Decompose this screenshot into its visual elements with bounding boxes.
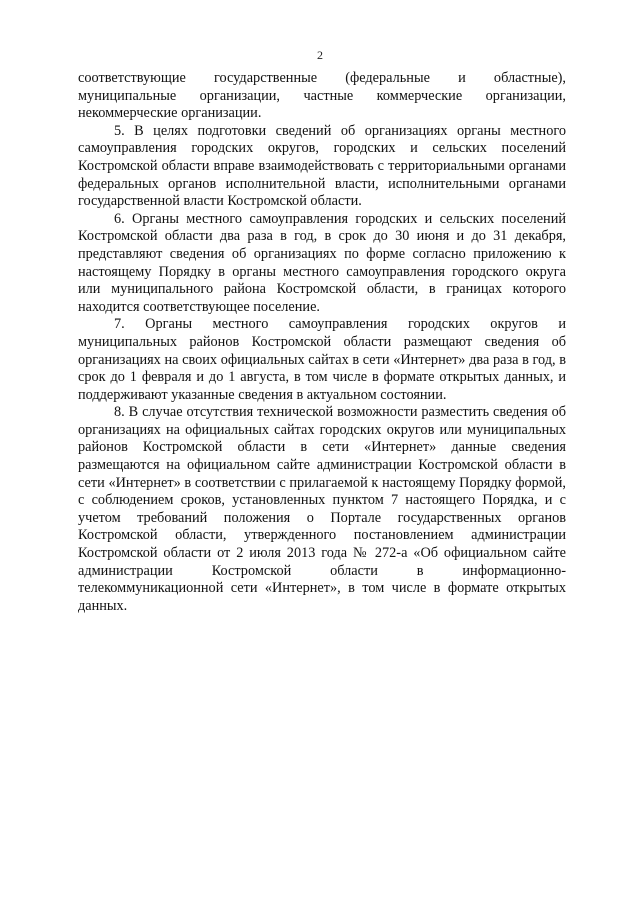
paragraph-continuation: соответствующие государственные (федеральные и областные), муниципальные организации, частные коммерческие организации, некоммерческие организации. bbox=[78, 70, 566, 122]
paragraph-item-5: 5. В целях подготовки сведений об организациях органы местного самоуправления городских округов, городских и сельских поселений Костромской области вправе взаимодействовать с территориальными органами федеральных органов исполнительной власти, исполнительными органами государственной власти Костромской области. bbox=[78, 122, 566, 210]
document-body bbox=[78, 70, 566, 615]
paragraph-item-6: 6. Органы местного самоуправления городских и сельских поселений Костромской области два раза в год, в срок до 30 июня и до 31 декабря, представляют сведения об организациях по форме согласно приложению к настоящему Порядку в органы местного самоуправления городского округа или муниципального района Костромской области, в границах которого находится соответствующее поселение. bbox=[78, 210, 566, 315]
page-number: 2 bbox=[317, 48, 323, 62]
paragraph-item-8: 8. В случае отсутствия технической возможности разместить сведения об организациях на официальных сайтах городских округов или муниципальных районов Костромской области в сети «Интернет» данные сведения размещаются на официальном сайте администрации Костромской области в сети «Интернет» в соответствии с прилагаемой к настоящему Порядку формой, с соблюдением сроков, установленных пунктом 7 настоящего Порядка, и с учетом требований положения о Портале государственных органов Костромской области, утвержденного постановлением администрации Костромской области от 2 июля 2013 года № 272-а «Об официальном сайте администрации Костромской области в информационно-телекоммуникационной сети «Интернет», в том числе в формате открытых данных. bbox=[78, 404, 566, 614]
paragraph-item-7: 7. Органы местного самоуправления городских округов и муниципальных районов Костромской области размещают сведения об организациях на своих официальных сайтах в сети «Интернет» два раза в год, в срок до 1 февраля и до 1 августа, в том числе в формате открытых данных, и поддерживают указанные сведения в актуальном состоянии. bbox=[78, 316, 566, 403]
